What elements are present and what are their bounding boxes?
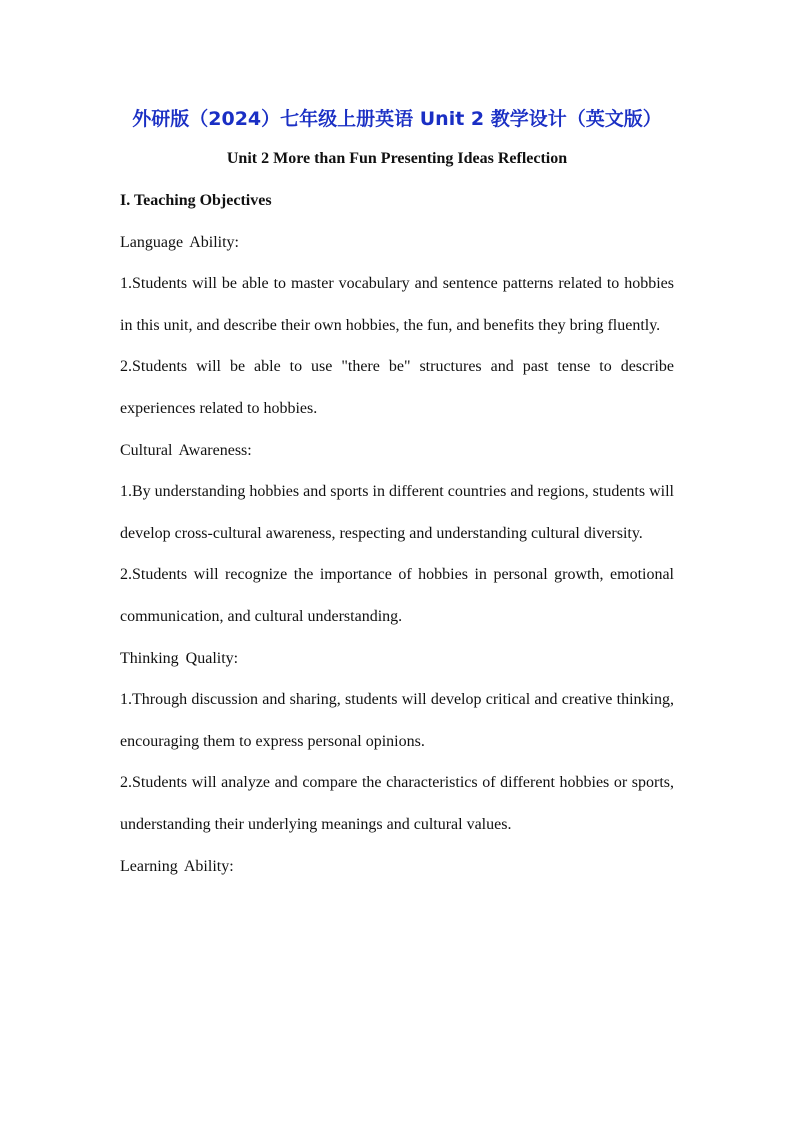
thinking-quality-item-2: 2.Students will analyze and compare the characteristics of different hobbies or sports, understanding their underlying meanings and cultural values.	[120, 774, 674, 833]
label-learning-ability: Learning Ability:	[120, 857, 234, 875]
cultural-awareness-item-1: 1.By understanding hobbies and sports in different countries and regions, students will develop cross-cultural awareness, respecting and understanding cultural diversity.	[120, 483, 674, 542]
label-thinking-quality: Thinking Quality:	[120, 649, 239, 667]
document-title: 外研版（2024）七年级上册英语 Unit 2 教学设计（英文版）	[132, 108, 662, 130]
document-body	[120, 180, 674, 887]
label-cultural-awareness: Cultural Awareness:	[120, 441, 252, 459]
cultural-awareness-item-2: 2.Students will recognize the importance of hobbies in personal growth, emotional communication, and cultural understanding.	[120, 566, 674, 625]
language-ability-item-1: 1.Students will be able to master vocabulary and sentence patterns related to hobbies in this unit, and describe their own hobbies, the fun, and benefits they bring fluently.	[120, 275, 674, 334]
thinking-quality-item-1: 1.Through discussion and sharing, students will develop critical and creative thinking, encouraging them to express personal opinions.	[120, 691, 674, 750]
language-ability-item-2: 2.Students will be able to use "there be" structures and past tense to describe experiences related to hobbies.	[120, 358, 674, 417]
section-heading-teaching-objectives: I. Teaching Objectives	[120, 192, 272, 209]
document-subtitle: Unit 2 More than Fun Presenting Ideas Reflection	[226, 150, 568, 167]
label-language-ability: Language Ability:	[120, 233, 239, 251]
